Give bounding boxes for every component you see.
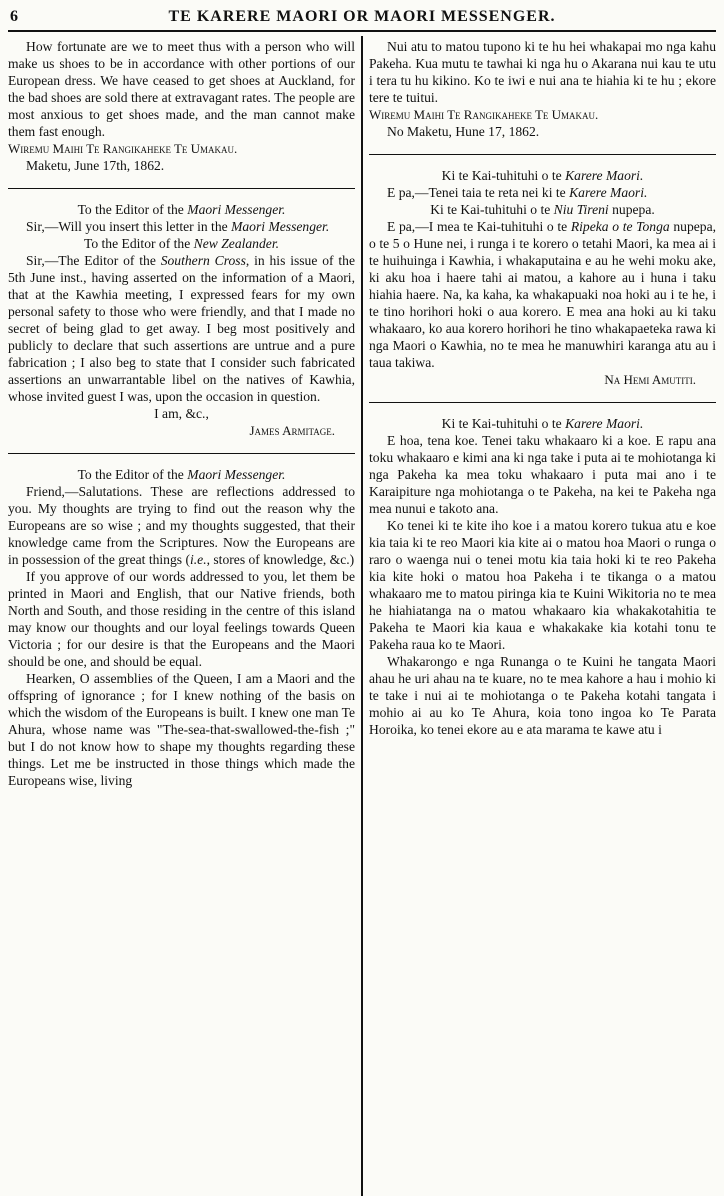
article-body: If you approve of our words addressed to you, let them be printed in Maori and English, that our Native friends, both North and South, and those residing in the centre of this island may know our thoughts and our loyal feelings towards Queen Victoria ; for our desire is that the Europeans and the Maori should be one, and should be equal.	[8, 569, 355, 669]
article-heading: To the Editor of the Maori Messenger.	[77, 467, 286, 482]
article-body: E pa,—I mea te Kai-tuhituhi o te Ripeka o te Tonga nupepa, o te 5 o Hune nei, i runga i te korero o tetahi Maori, ka mea ai i te huihuinga i Kawhia, i whakaputaina e au he wehi moku ake, ki aku hoa i haere tahi ai matou, a kahore au i huna i taku hiahia haere. Na, ka kaha, ka whakapuaki noa hoki au i te he, i te tino horihori hoki o aua korero. E mea ana hoki au ki taku whakaaro, ko aua korero horihori he tino whakapaeteka rawa ki nga Maori o Kawhia, no te mea he manuwhiri karanga atu au i taua takiwa.	[369, 219, 716, 370]
article-shoes-maori	[369, 36, 716, 142]
article-subheading: Ki te Kai-tuhituhi o te Niu Tireni nupepa.	[430, 202, 655, 217]
dateline: No Maketu, Hune 17, 1862.	[387, 124, 540, 139]
article-divider	[369, 402, 716, 403]
article-divider	[8, 188, 355, 189]
article-body: E hoa, tena koe. Tenei taku whakaaro ki a koe. E rapu ana toku whakaaro e kimi ana ki nga take i puta ai te mohiotanga ki nga Pakeha ka mea toku whakaaro i puta mai ano i te Karaipiture nga mohiotanga o te Pakeha, na kei te Pakeha nga mea nunui e takoto ana.	[369, 433, 716, 516]
article-armitage-letter	[8, 199, 355, 441]
article-body: Whakarongo e nga Runanga o te Kuini he tangata Maori ahau he uri ahau na te kuare, no te mea kahore a hau i mohio ki te take i nui ai te mohiotanga o te Pakeha kotahi tangata i mohio ai au ko Te Ahura, koia tono ingoa ko Te Parata Horoika, ko tenei ekore au e ata marama te kawe atu i	[369, 654, 716, 737]
article-body: Friend,—Salutations. These are reflections addressed to you. My thoughts are trying to find out the reason why the Europeans are so wise ; and my thoughts suggested, that their knowledge came from the Scriptures. Now the Europeans are in possession of the great things (i.e., stores of knowledge, &c.)	[8, 484, 355, 567]
article-reflections-english	[8, 464, 355, 791]
article-subheading: To the Editor of the New Zealander.	[83, 236, 279, 251]
article-body: Hearken, O assemblies of the Queen, I am a Maori and the offspring of ignorance ; for I knew nothing of the basis on which the wisdom of the Europeans is built. I knew one man Te Ahura, whose name was "The-sea-that-swallowed-the-fish ;" but I do not know how to shape my thoughts regarding these things. Let me be instructed in those things which made the Europeans wise, living	[8, 671, 355, 788]
article-shoes-english	[8, 36, 355, 176]
article-body: How fortunate are we to meet thus with a person who will make us shoes to be in accordance with other portions of our European dress. We have ceased to get shoes at Auckland, for the bad shoes are sold there at extravagant rates. The people are most anxious to get shoes made, and the man cannot make them fast enough.	[8, 39, 355, 139]
article-body: Ko tenei ki te kite iho koe i a matou korero tukua atu e koe kia taia ki te reo Maori kia kite ai o matou hoa Maori o runga o raro o waenga nui o tenei motu kia taia hoki ki te reo Pakeha kia kite hoki o matou hoa Pakeha i te tikanga o a matou whakaaro me to matou piringa kia te Kuini Wikitoria no te mea he hiahiatanga na o matou whakaaro kia whakakotahitia te Pakeha te Maori kia kaua e whakakake kia kotahi tonu te Pakeha raua ko te Maori.	[369, 518, 716, 652]
article-body: Sir,—Will you insert this letter in the Maori Messenger.	[26, 219, 330, 234]
letter-closing: I am, &c.,	[154, 406, 209, 421]
article-heading: Ki te Kai-tuhituhi o te Karere Maori.	[441, 416, 644, 431]
article-body: E pa,—Tenei taia te reta nei ki te Karere Maori.	[387, 185, 648, 200]
signature: Wiremu Maihi Te Rangikaheke Te Umakau.	[369, 107, 599, 122]
page-number: 6	[10, 8, 18, 25]
maori-column	[363, 36, 716, 1196]
article-body: Sir,—The Editor of the Southern Cross, in his issue of the 5th June inst., having asserted on the information of a Maori, that at the Kawhia meeting, I expressed fears for my own personal safety to those who were friendly, and that I made no secret of being glad to get away. I beg most positively and publicly to declare that such assertions are untrue and a pure fabrication ; I also beg to state that I consider such fabricated assertions an unwarrantable libel on the natives of Kawhia, whose invited guest I was, upon the occasion in question.	[8, 253, 355, 404]
signature: Na Hemi Amutiti.	[604, 372, 696, 387]
columns	[8, 36, 716, 1196]
page-header	[8, 6, 716, 32]
article-divider	[8, 453, 355, 454]
article-reflections-maori	[369, 413, 716, 740]
article-body: Nui atu to matou tupono ki te hu hei whakapai mo nga kahu Pakeha. Kua mutu te tawhai ki nga hu o Akarana nui kau te utu i tera tu hu kikino. Ko te iwi e nui ana te hiahia ki te hu ; ekore tere te tuitui.	[369, 39, 716, 105]
article-heading: Ki te Kai-tuhituhi o te Karere Maori.	[441, 168, 644, 183]
article-heading: To the Editor of the Maori Messenger.	[77, 202, 286, 217]
article-amutiti-letter	[369, 165, 716, 390]
article-divider	[369, 154, 716, 155]
signature: Wiremu Maihi Te Rangikaheke Te Umakau.	[8, 141, 238, 156]
masthead: TE KARERE MAORI OR MAORI MESSENGER.	[168, 8, 556, 25]
dateline: Maketu, June 17th, 1862.	[26, 158, 165, 173]
signature: James Armitage.	[249, 423, 335, 438]
english-column	[8, 36, 361, 1196]
